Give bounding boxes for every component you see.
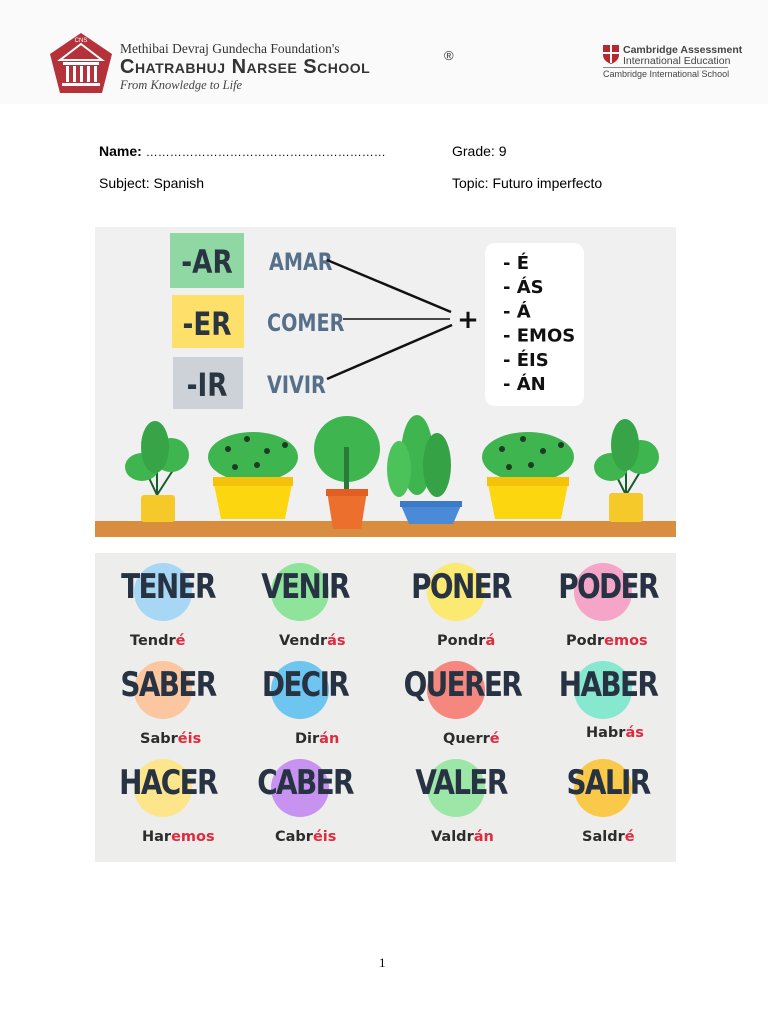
verb-ending: án [319,731,340,747]
shelf [95,521,676,537]
verb-ending: é [175,633,186,649]
irregular-verbs-illustration [95,553,676,862]
ending-item: - Á [503,301,531,323]
verb-stem: Querr [443,731,490,747]
verb-stem: Saldr [582,829,625,845]
ending-ir: -IR [186,366,228,404]
verb-stem: Har [142,829,172,845]
plus-sign: + [457,305,479,335]
subject-label: Subject: Spanish [99,175,205,191]
topic-label: Topic: Futuro imperfecto [452,175,603,191]
plant-6 [594,419,659,522]
verb-future-form [582,829,635,845]
verb-infinitive: PONER [411,567,511,607]
school-name: Chatrabhuj Narsee School [120,56,371,78]
verb-future-form [140,731,201,747]
verb-future-form [443,731,500,747]
plant-4 [387,415,462,524]
cambridge-subtitle: International Education [623,55,731,67]
verb-infinitive: PODER [558,567,658,607]
verb-card [235,561,375,651]
school-tagline: From Knowledge to Life [120,78,243,92]
name-label: Name: [99,143,142,159]
ending-er: -ER [182,305,232,343]
verb-ending: emos [171,829,215,845]
ending-item: - ÁN [503,374,546,395]
plant-5 [482,432,574,519]
verb-ending: é [489,731,500,747]
cambridge-title: Cambridge Assessment [623,44,743,56]
verb-future-form [437,633,495,649]
verb-infinitive: HACER [119,763,217,803]
plant-1 [125,421,189,522]
verb-infinitive: SALIR [566,763,650,803]
verb-ending: emos [604,633,648,649]
cambridge-shield-icon [602,44,620,64]
verb-stem: Vendr [279,633,328,649]
cambridge-divider [603,67,728,68]
plant-2 [208,432,298,519]
verb-stem: Habr [586,725,626,741]
verb-infinitive: VALER [415,763,507,803]
verb-ending: ás [625,725,644,741]
verb-stem: Cabr [275,829,313,845]
regular-endings-illustration [95,227,676,537]
connector-line-ar [327,260,451,312]
verb-future-form [279,633,346,649]
verb-infinitive: CABER [257,763,353,803]
verb-ending: á [485,633,496,649]
verb-card [538,757,676,847]
verb-card [235,757,375,847]
endings-diagram-svg [95,227,676,537]
verb-future-form [431,829,494,845]
verb-stem: Pondr [437,633,486,649]
verb-card [391,561,531,651]
plant-3 [314,416,380,529]
verb-card [98,561,238,651]
name-blank[interactable]: …………………………………………………… [145,145,386,159]
verb-stem: Tendr [130,633,176,649]
school-logo [48,32,114,94]
verb-infinitive: SABER [120,665,216,705]
example-amar: AMAR [269,249,333,277]
verb-card [98,659,238,749]
name-row [99,143,386,159]
foundation-name: Methibai Devraj Gundecha Foundation's [120,41,340,56]
verb-future-form [130,633,186,649]
ending-item: - EMOS [503,325,576,347]
connector-line-ir [327,325,452,379]
verb-ending: ás [327,633,346,649]
verb-ending: án [473,829,494,845]
verb-card [235,659,375,749]
verb-future-form [142,829,215,845]
verb-ending: éis [312,829,337,845]
verb-stem: Valdr [431,829,474,845]
verb-infinitive: HABER [558,665,658,705]
cambridge-school-label: Cambridge International School [603,69,730,79]
verb-stem: Podr [566,633,605,649]
verb-card [391,659,531,749]
ending-item: - É [503,253,530,274]
verb-stem: Dir [295,731,320,747]
ending-ar: -AR [181,243,233,281]
example-vivir: VIVIR [267,372,326,400]
grade-label: Grade: 9 [452,143,507,159]
verb-future-form [566,633,648,649]
verb-ending: é [624,829,635,845]
registered-mark: ® [444,48,454,63]
verb-stem: Sabr [140,731,178,747]
verb-infinitive: DECIR [261,665,349,705]
logo-text: CNS [74,38,88,44]
verb-infinitive: TENER [121,567,215,607]
verb-ending: éis [177,731,202,747]
verb-future-form [295,731,339,747]
ending-item: - ÉIS [503,349,549,371]
verb-future-form [586,725,644,741]
example-comer: COMER [267,310,345,338]
verb-card [98,757,238,847]
verb-card [538,659,676,749]
verb-card [391,757,531,847]
verb-future-form [275,829,336,845]
verb-infinitive: VENIR [261,567,349,607]
page-number: 1 [379,955,386,970]
verb-card [538,561,676,651]
verb-infinitive: QUERER [403,665,522,705]
ending-item: - ÁS [503,277,544,299]
